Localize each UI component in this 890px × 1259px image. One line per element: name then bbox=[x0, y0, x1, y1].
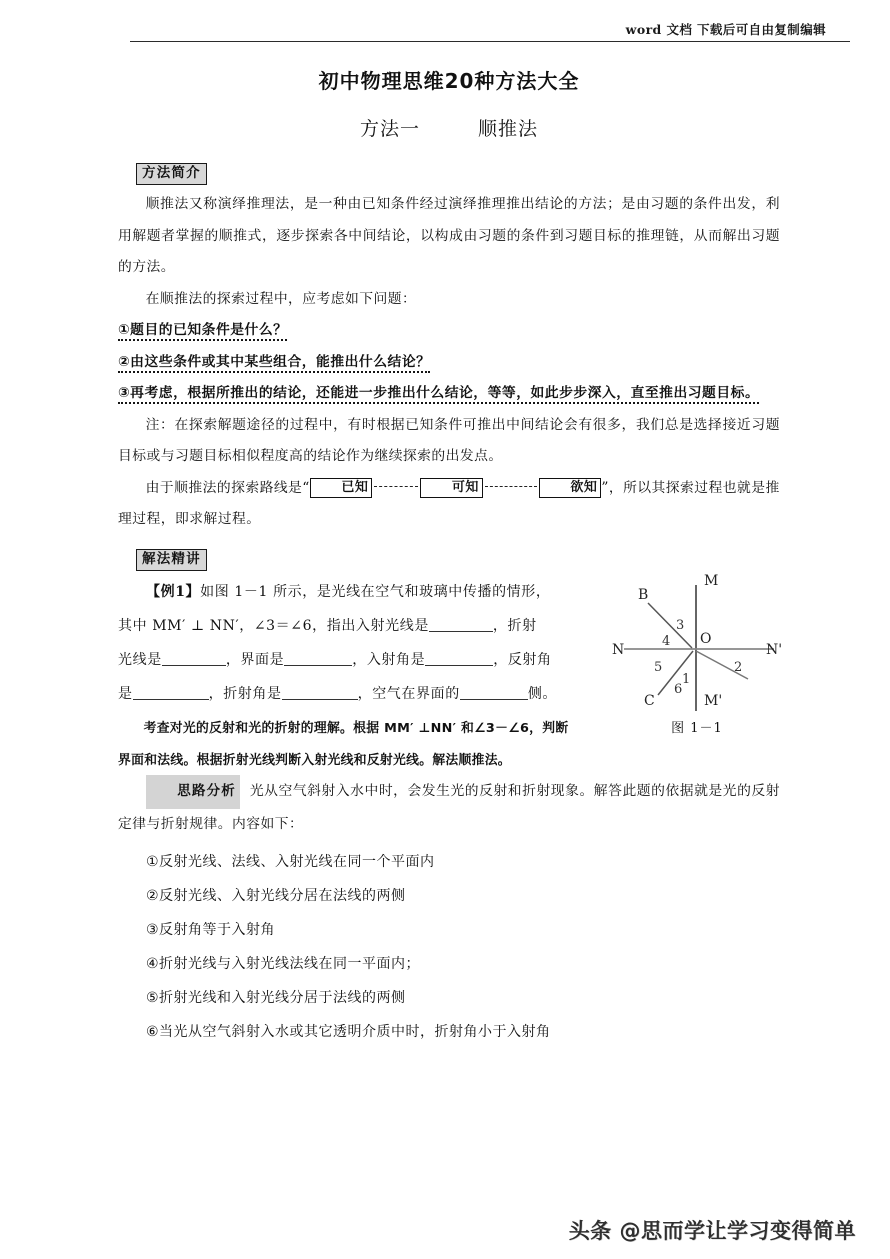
blank-incident-ray[interactable] bbox=[429, 616, 493, 632]
blank-incidence-angle[interactable] bbox=[425, 650, 493, 666]
route-box-known: 已知 bbox=[310, 478, 373, 498]
figure-label-M-prime: M' bbox=[704, 692, 723, 709]
figure-caption: 图 1－1 bbox=[671, 720, 723, 736]
blank-air-side[interactable] bbox=[460, 684, 528, 700]
method-label: 方法一 bbox=[359, 118, 420, 140]
route-box-derivable: 可知 bbox=[420, 478, 483, 498]
figure-angle-3: 3 bbox=[676, 617, 685, 633]
blank-refraction-angle[interactable] bbox=[282, 684, 358, 700]
blank-refracted-ray[interactable] bbox=[162, 650, 226, 666]
figure-angle-1: 1 bbox=[682, 671, 691, 687]
law-item-5: ⑤折射光线和入射光线分居于法线的两侧 bbox=[146, 989, 406, 1006]
header-notice: word 文档 下载后可自由复制编辑 bbox=[625, 22, 826, 37]
consider-lead: 在顺推法的探索过程中，应考虑如下问题： bbox=[145, 290, 417, 307]
consider-item-3: ③再考虑，根据所推出的结论，还能进一步推出什么结论，等等，如此步步深入，直至推出习题目标。 bbox=[118, 378, 780, 410]
example-text bbox=[118, 575, 628, 775]
route-connector-1 bbox=[374, 486, 418, 487]
solution-tag-row bbox=[136, 548, 780, 571]
solution-section-tag: 解法精讲 bbox=[136, 549, 207, 571]
intro-paragraph: 顺推法又称演绎推理法，是一种由已知条件经过演绎推理推出结论的方法；是由习题的条件出发，利用解题者掌握的顺推式，逐步探索各中间结论，以构成由习题的条件到习题目标的推理链，从而解出习题的方法。 bbox=[118, 196, 780, 275]
example-line-3: 光线是 ，界面是 ，入射角是 ，反射角 bbox=[118, 651, 552, 668]
intro-tag-row bbox=[136, 162, 780, 185]
intro-section-tag: 方法简介 bbox=[136, 163, 207, 185]
figure-angle-4: 4 bbox=[662, 633, 671, 649]
document-content bbox=[118, 64, 783, 1049]
example-note-line-2: 界面和法线。根据折射光线判断入射光线和反射光线。解法顺推法。 bbox=[118, 752, 511, 768]
figure-label-C: C bbox=[644, 692, 655, 709]
figure-label-N: N bbox=[612, 641, 625, 658]
figure-label-O: O bbox=[700, 630, 712, 647]
example-label: 【例1】 bbox=[146, 583, 201, 600]
law-item-3: ③反射角等于入射角 bbox=[146, 921, 276, 938]
example-block bbox=[118, 572, 783, 775]
page-header bbox=[130, 20, 850, 46]
law-item-2: ②反射光线、入射光线分居在法线的两侧 bbox=[146, 887, 406, 904]
page-title: 初中物理思维20种方法大全 bbox=[318, 69, 580, 93]
law-item-1: ①反射光线、法线、入射光线在同一个平面内 bbox=[146, 853, 435, 870]
analysis-tag: 思路分析 bbox=[146, 775, 240, 810]
method-name: 顺推法 bbox=[478, 118, 539, 140]
figure-angle-2: 2 bbox=[734, 659, 743, 675]
note-paragraph: 注：在探索解题途径的过程中，有时根据已知条件可推出中间结论会有很多，我们总是选择接近习题目标或与习题目标相似程度高的结论作为继续探索的出发点。 bbox=[118, 416, 780, 464]
example-line-2: 其中 MM′ ⊥ NN′，∠3＝∠6，指出入射光线是 ，折射 bbox=[118, 617, 537, 634]
example-line-1-text: 如图 1－1 所示，是光线在空气和玻璃中传播的情形， bbox=[200, 583, 551, 600]
route-box-wanted: 欲知 bbox=[539, 478, 602, 498]
example-note-line-1: 考查对光的反射和光的折射的理解。根据 MM′ ⊥NN′ 和∠3－∠6，判断 bbox=[143, 720, 569, 736]
footer-watermark: 头条 @思而学让学习变得简单 bbox=[568, 1219, 856, 1243]
consider-item-1: ①题目的已知条件是什么？ bbox=[118, 315, 780, 347]
blank-interface[interactable] bbox=[284, 650, 352, 666]
optics-figure bbox=[608, 571, 786, 739]
law-item-4: ④折射光线与入射光线法线在同一平面内； bbox=[146, 955, 421, 972]
route-line bbox=[118, 473, 780, 536]
figure-label-B: B bbox=[638, 586, 649, 603]
example-line-4: 是 ，折射角是 ，空气在界面的 侧。 bbox=[118, 685, 558, 702]
consider-item-2: ②由这些条件或其中某些组合，能推出什么结论？ bbox=[118, 347, 780, 379]
route-suffix: ”，所以其探索过程也就是推理过程，即求解过程。 bbox=[118, 479, 780, 527]
figure-angle-6: 6 bbox=[674, 681, 683, 697]
law-list bbox=[118, 845, 780, 1049]
analysis-text: 光从空气斜射入水中时，会发生光的反射和折射现象。解答此题的依据就是光的反射定律与折射规律。内容如下： bbox=[118, 782, 780, 832]
figure-label-N-prime: N' bbox=[766, 641, 783, 658]
method-subtitle bbox=[118, 112, 780, 146]
example-line-1 bbox=[118, 575, 628, 609]
optics-figure-svg bbox=[608, 571, 786, 721]
header-divider bbox=[130, 41, 850, 42]
law-item-6: ⑥当光从空气斜射入水或其它透明介质中时，折射角小于入射角 bbox=[146, 1023, 551, 1040]
figure-angle-5: 5 bbox=[654, 659, 663, 675]
figure-label-M: M bbox=[704, 572, 719, 589]
blank-reflection-angle[interactable] bbox=[133, 684, 209, 700]
route-prefix: 由于顺推法的探索路线是“ bbox=[145, 479, 310, 496]
route-connector-2 bbox=[485, 486, 537, 487]
analysis-paragraph bbox=[118, 775, 780, 841]
